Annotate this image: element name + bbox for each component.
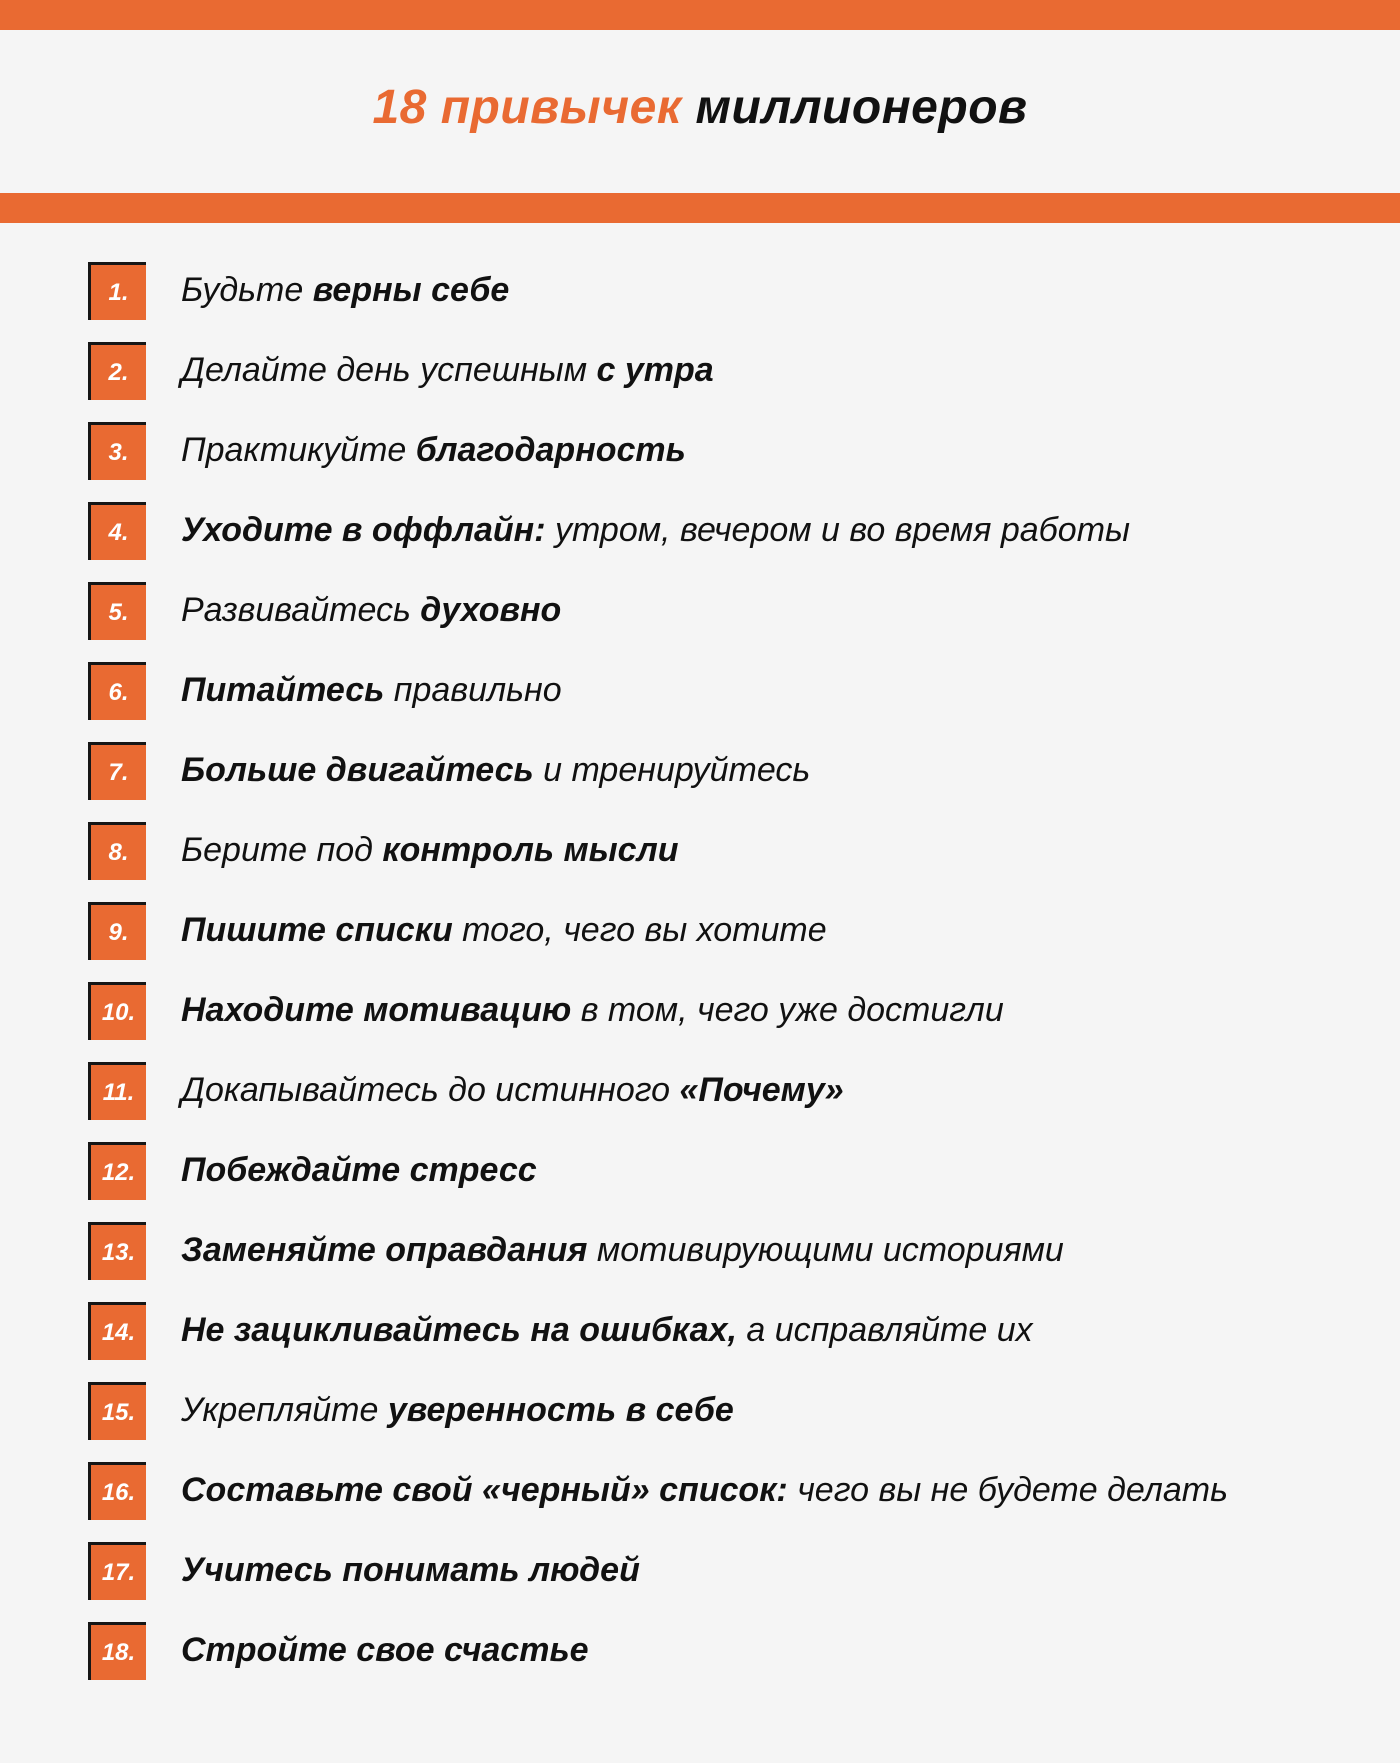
habit-text	[181, 266, 509, 314]
number-badge-label: 1.	[91, 265, 146, 320]
habit-text	[181, 586, 561, 634]
number-badge-label: 11.	[91, 1065, 146, 1120]
number-badge	[88, 1382, 146, 1440]
number-badge-label: 3.	[91, 425, 146, 480]
habit-text-regular: и тренируйтесь	[533, 751, 811, 789]
number-badge-label: 8.	[91, 825, 146, 880]
number-badge-label: 12.	[91, 1145, 146, 1200]
habit-text-regular: Делайте день успешным	[181, 351, 597, 389]
habit-text-bold: Составьте свой «черный» список:	[181, 1471, 788, 1509]
number-badge	[88, 1222, 146, 1280]
habit-text-bold: Побеждайте стресс	[181, 1151, 537, 1189]
list-item	[88, 1462, 1348, 1542]
number-badge	[88, 822, 146, 880]
number-badge-label: 17.	[91, 1545, 146, 1600]
habit-text	[181, 906, 827, 954]
habit-text	[181, 1386, 734, 1434]
number-badge	[88, 1542, 146, 1600]
list-item	[88, 1062, 1348, 1142]
number-badge-label: 5.	[91, 585, 146, 640]
list-item	[88, 902, 1348, 982]
habit-text	[181, 1226, 1064, 1274]
number-badge-label: 14.	[91, 1305, 146, 1360]
list-item	[88, 1542, 1348, 1622]
habit-text-regular: Развивайтесь	[181, 591, 421, 629]
number-badge	[88, 1062, 146, 1120]
number-badge	[88, 1622, 146, 1680]
habit-text	[181, 1146, 537, 1194]
number-badge	[88, 902, 146, 960]
habit-text	[181, 986, 1004, 1034]
habit-text	[181, 1546, 640, 1594]
habit-text-bold: Пишите списки	[181, 911, 453, 949]
habit-text-regular: того, чего вы хотите	[452, 911, 827, 949]
habit-text-bold: с утра	[596, 351, 714, 389]
habit-text-bold: Уходите в оффлайн:	[181, 511, 546, 549]
habit-text-regular: Будьте	[181, 271, 313, 309]
list-item	[88, 1222, 1348, 1302]
number-badge	[88, 582, 146, 640]
habit-text	[181, 666, 562, 714]
number-badge-label: 18.	[91, 1625, 146, 1680]
habit-text-bold: Учитесь понимать людей	[181, 1551, 640, 1589]
title-accent: 18 привычек	[372, 81, 682, 134]
habit-text-bold: уверенность в себе	[387, 1391, 734, 1429]
list-item	[88, 822, 1348, 902]
list-item	[88, 342, 1348, 422]
list-item	[88, 582, 1348, 662]
habit-text-regular: Берите под	[181, 831, 383, 869]
habit-text	[181, 1066, 844, 1114]
habit-text	[181, 1626, 589, 1674]
number-badge	[88, 742, 146, 800]
habit-text	[181, 746, 810, 794]
page-title	[0, 80, 1400, 135]
list-item	[88, 1382, 1348, 1462]
number-badge	[88, 342, 146, 400]
habit-list	[88, 262, 1348, 1702]
habit-text-regular: утром, вечером и во время работы	[545, 511, 1131, 549]
number-badge-label: 4.	[91, 505, 146, 560]
list-item	[88, 262, 1348, 342]
list-item	[88, 982, 1348, 1062]
divider-accent-bar	[0, 193, 1400, 223]
number-badge-label: 15.	[91, 1385, 146, 1440]
habit-text-regular: Практикуйте	[181, 431, 416, 469]
habit-text	[181, 826, 679, 874]
habit-text-bold: Не зацикливайтесь на ошибках,	[181, 1311, 737, 1349]
number-badge-label: 10.	[91, 985, 146, 1040]
habit-text-bold: контроль мысли	[382, 831, 679, 869]
number-badge	[88, 982, 146, 1040]
number-badge	[88, 262, 146, 320]
number-badge	[88, 1462, 146, 1520]
habit-text-bold: «Почему»	[679, 1071, 844, 1109]
habit-text-regular: а исправляйте их	[736, 1311, 1033, 1349]
habit-text-bold: Больше двигайтесь	[181, 751, 534, 789]
list-item	[88, 662, 1348, 742]
habit-text	[181, 506, 1130, 554]
number-badge-label: 16.	[91, 1465, 146, 1520]
title-rest: миллионеров	[695, 81, 1028, 134]
habit-text-regular: в том, чего уже достигли	[571, 991, 1004, 1029]
habit-text	[181, 426, 686, 474]
number-badge-label: 2.	[91, 345, 146, 400]
number-badge-label: 7.	[91, 745, 146, 800]
number-badge	[88, 1302, 146, 1360]
number-badge-label: 6.	[91, 665, 146, 720]
habit-text-regular: мотивирующими историями	[587, 1231, 1064, 1269]
habit-text-regular: Докапывайтесь до истинного	[181, 1071, 680, 1109]
habit-text-bold: Питайтесь	[181, 671, 385, 709]
habit-text-bold: верны себе	[312, 271, 510, 309]
habit-text-regular: Укрепляйте	[181, 1391, 388, 1429]
number-badge	[88, 502, 146, 560]
habit-text-bold: благодарность	[415, 431, 686, 469]
top-accent-bar	[0, 0, 1400, 30]
habit-text-bold: Стройте свое счастье	[181, 1631, 589, 1669]
number-badge	[88, 662, 146, 720]
number-badge	[88, 422, 146, 480]
habit-text	[181, 1466, 1228, 1514]
habit-text-bold: Заменяйте оправдания	[181, 1231, 588, 1269]
number-badge-label: 9.	[91, 905, 146, 960]
list-item	[88, 502, 1348, 582]
list-item	[88, 1622, 1348, 1702]
habit-text-regular: чего вы не будете делать	[787, 1471, 1228, 1509]
list-item	[88, 1142, 1348, 1222]
habit-text	[181, 1306, 1033, 1354]
list-item	[88, 422, 1348, 502]
list-item	[88, 742, 1348, 822]
habit-text	[181, 346, 714, 394]
number-badge-label: 13.	[91, 1225, 146, 1280]
habit-text-bold: Находите мотивацию	[181, 991, 572, 1029]
habit-text-regular: правильно	[384, 671, 562, 709]
list-item	[88, 1302, 1348, 1382]
number-badge	[88, 1142, 146, 1200]
habit-text-bold: духовно	[420, 591, 562, 629]
